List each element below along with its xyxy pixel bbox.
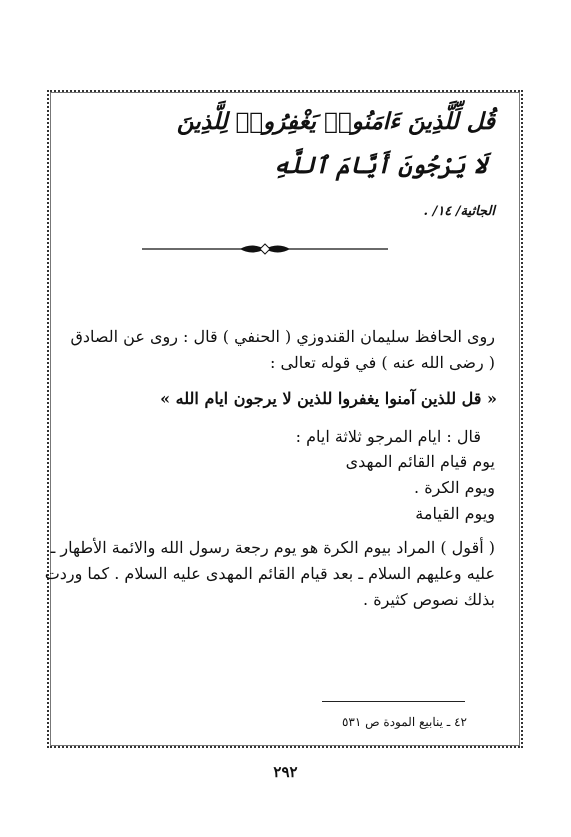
verse-reference: الجاثية/ ١٤/ . (423, 204, 495, 219)
page-number: ٢٩٢ (273, 763, 298, 781)
body-line-5: يوم قيام القائم المهدى (345, 452, 495, 471)
body-line-6: ويوم الكرة . (414, 478, 495, 497)
body-line-2: ( رضى الله عنه ) في قوله تعالى : (270, 353, 495, 372)
body-line-10: بذلك نصوص كثيرة . (363, 590, 495, 609)
body-line-4: قال : ايام المرجو ثلاثة ايام : (295, 427, 481, 446)
body-line-quote: « قل للذين آمنوا يغفروا للذين لا يرجون ايام الله » (160, 389, 497, 408)
body-line-9: عليه وعليهم السلام ـ بعد قيام القائم المهدى عليه السلام . كما وردت (44, 564, 495, 583)
body-line-7: ويوم القيامة (415, 504, 495, 523)
body-line-8: ( أقول ) المراد بيوم الكرة هو يوم رجعة رسول الله والائمة الأطهار ـ (50, 538, 495, 557)
body-line-1: روى الحافظ سليمان القندوزي ( الحنفي ) قال : روى عن الصادق (70, 327, 495, 346)
footnote: ٤٢ ـ ينابيع المودة ص ٥٣١ (341, 715, 467, 729)
verse-line-2: لَا يَرْجُونَ أَيَّامَ ٱللَّهِ (274, 152, 487, 179)
footnote-rule (322, 701, 465, 702)
ornamental-divider-icon (142, 241, 388, 257)
verse-line-1: قُل لِّلَّذِينَ ءَامَنُوا۟ يَغْفِرُوا۟ لِلَّذِينَ (176, 108, 495, 135)
page-border-inner (50, 92, 520, 746)
